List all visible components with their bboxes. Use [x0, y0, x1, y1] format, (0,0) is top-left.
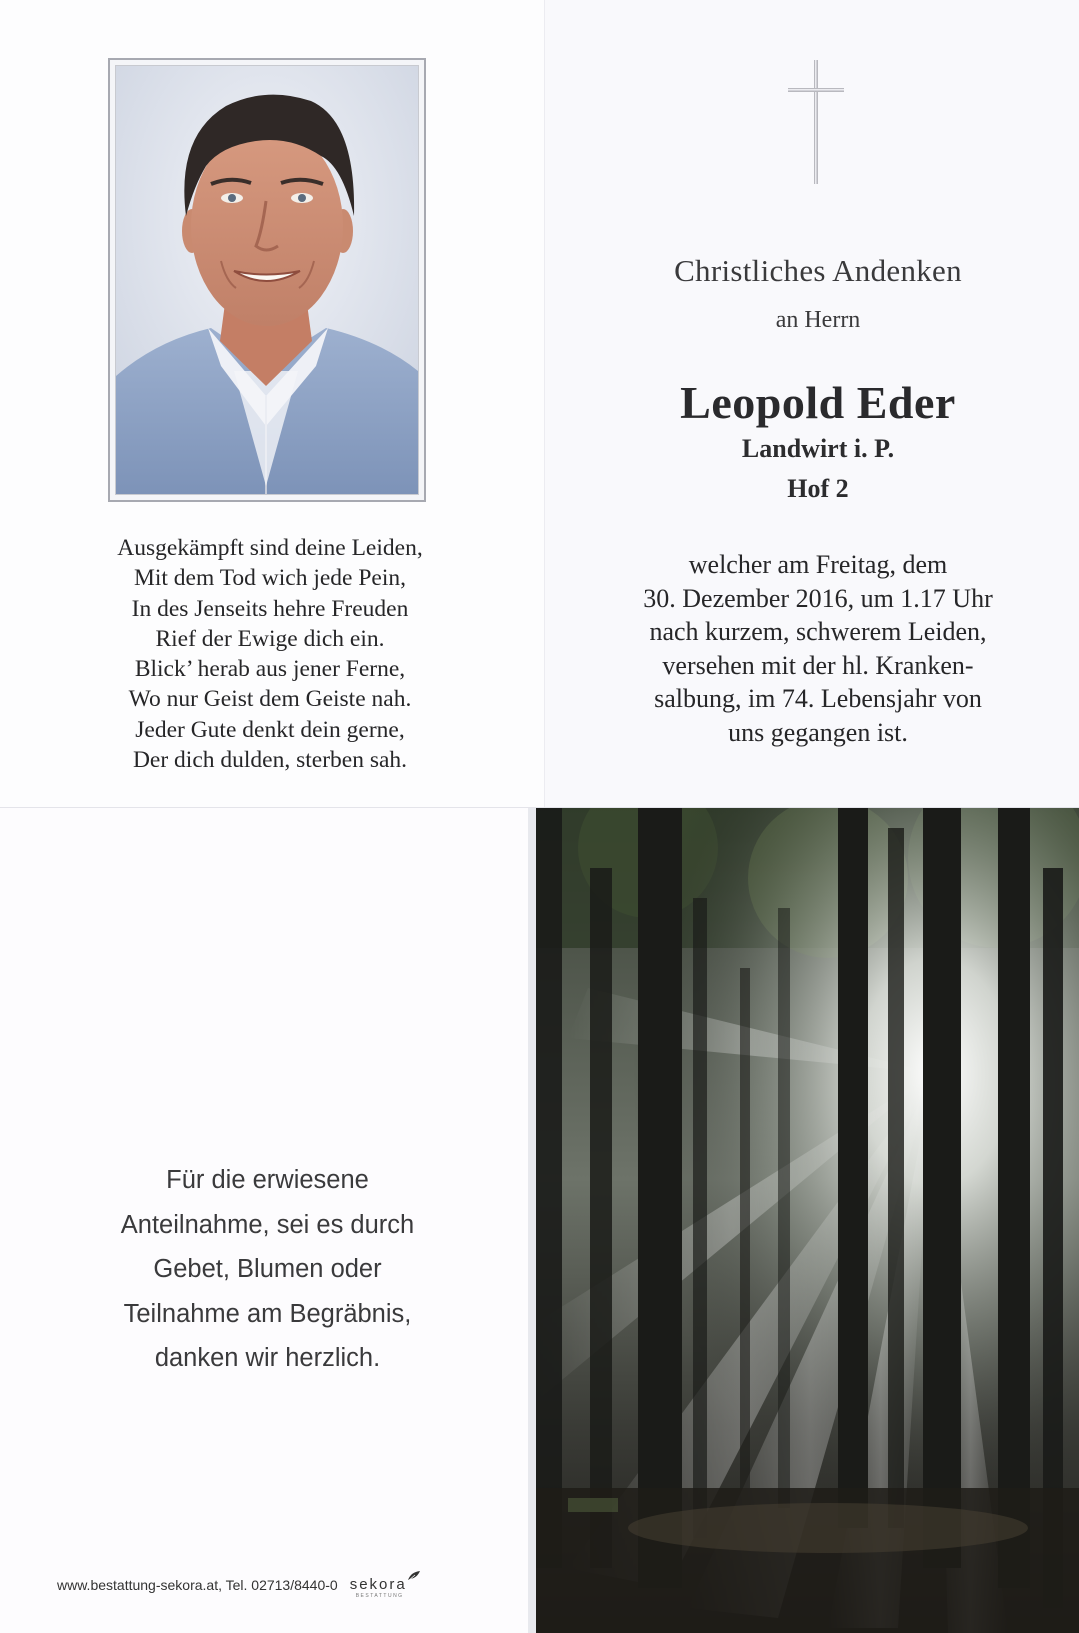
logo-text: sekora — [349, 1576, 407, 1593]
sekora-logo — [349, 1576, 407, 1599]
thanks-line: danken wir herzlich. — [154, 1344, 381, 1372]
poem-line: Ausgekämpft sind deine Leiden, — [117, 535, 423, 561]
thanks-line: Anteilnahme, sei es durch — [120, 1210, 415, 1239]
portrait-photo-frame — [108, 58, 426, 502]
leaf-icon — [407, 1570, 421, 1582]
notice-line: welcher am Freitag, dem — [688, 550, 948, 579]
salutation: an Herrn — [775, 307, 861, 333]
logo-subtext: BESTATTUNG — [355, 1593, 404, 1599]
forest-photo — [528, 808, 1079, 1633]
poem-line: Mit dem Tod wich jede Pein, — [133, 565, 407, 592]
portrait-photo — [115, 65, 419, 495]
notice-line: uns gegangen ist. — [728, 717, 908, 747]
fold-line-vertical — [544, 0, 545, 808]
poem-line: Rief der Ewige dich ein. — [155, 625, 385, 652]
poem-line: Jeder Gute denkt dein gerne, — [135, 716, 405, 743]
footer-contact: www.bestattung-sekora.at, Tel. 02713/8440-0 — [57, 1577, 338, 1593]
poem-line: Wo nur Geist dem Geiste nah. — [128, 686, 412, 713]
address: Hof 2 — [787, 474, 849, 503]
deceased-name: Leopold Eder — [680, 377, 956, 428]
thanks-line: Für die erwiesene — [166, 1166, 369, 1194]
occupation: Landwirt i. P. — [741, 434, 895, 463]
poem-line: Blick’ herab aus jener Ferne, — [134, 656, 406, 683]
notice-line: salbung, im 74. Lebensjahr von — [654, 684, 982, 713]
thanks-line: Teilnahme am Begräbnis, — [123, 1299, 412, 1328]
poem-line: In des Jenseits hehre Freuden — [131, 595, 409, 622]
thanks-line: Gebet, Blumen oder — [153, 1255, 382, 1283]
heading: Christliches Andenken — [674, 253, 962, 288]
notice-line: nach kurzem, schwerem Leiden, — [649, 617, 987, 646]
death-notice — [598, 548, 1038, 749]
cross-icon — [786, 58, 846, 188]
footer — [57, 1570, 407, 1600]
notice-line: versehen mit der hl. Kranken- — [662, 650, 974, 680]
poem — [60, 533, 480, 775]
thanks-message — [40, 1158, 495, 1381]
poem-line: Der dich dulden, sterben sah. — [132, 747, 408, 774]
notice-line: 30. Dezember 2016, um 1.17 Uhr — [643, 583, 993, 613]
